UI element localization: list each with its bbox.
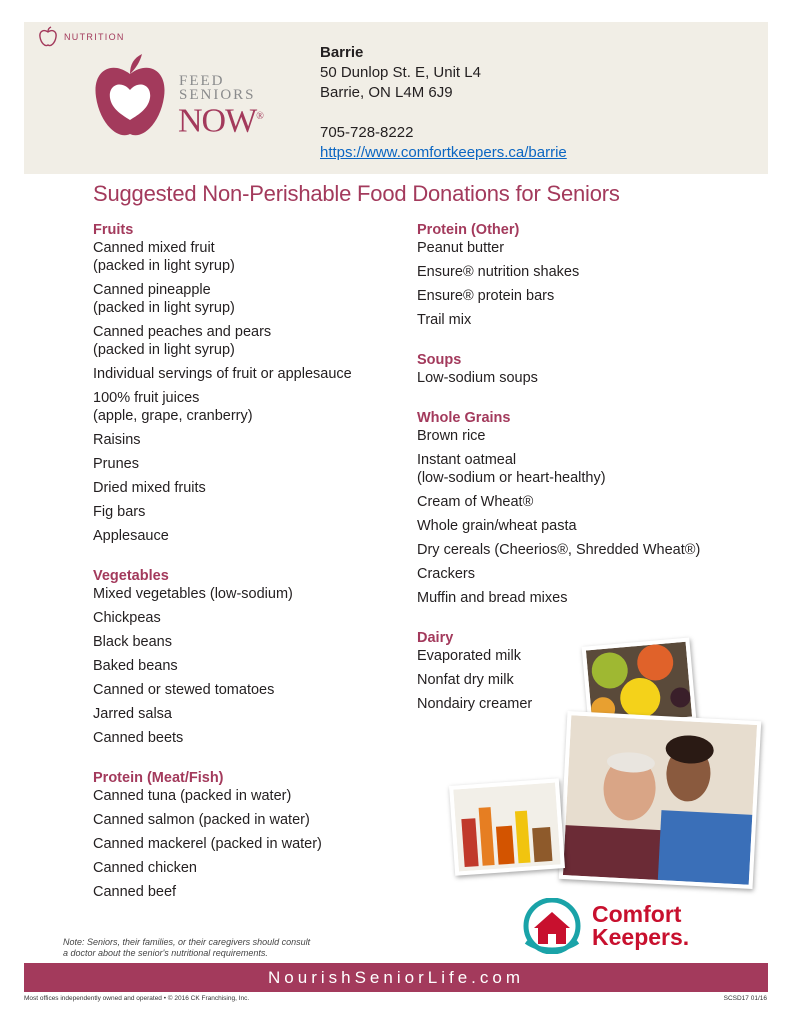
food-item-name: Canned tuna (packed in water) (93, 788, 292, 804)
food-item-detail: (packed in light syrup) (93, 258, 235, 274)
food-item-name: Canned salmon (packed in water) (93, 812, 310, 828)
food-item-name: Crackers (417, 566, 476, 582)
food-item (93, 859, 413, 877)
food-item-name: Dried mixed fruits (93, 480, 206, 496)
logo-text-feed-seniors (179, 74, 256, 102)
food-item (93, 883, 413, 901)
food-item-name: Ensure® protein bars (417, 288, 555, 304)
office-city: Barrie (320, 44, 364, 61)
pantry-food-image (453, 783, 560, 872)
category-heading: Soups (417, 352, 462, 368)
section-whole-grains (417, 409, 757, 607)
category-heading: Dairy (417, 630, 454, 646)
category-heading: Fruits (93, 222, 134, 238)
section-protein-other (417, 221, 757, 329)
food-item-detail: (packed in light syrup) (93, 342, 235, 358)
section-soups (417, 351, 757, 387)
food-item-name: Raisins (93, 432, 141, 448)
food-item-name: Fig bars (93, 504, 146, 520)
food-item-name: Mixed vegetables (low-sodium) (93, 586, 293, 602)
food-item-name: Instant oatmeal (417, 452, 517, 468)
pantry-food-photo (449, 778, 565, 875)
food-item-name: Dry cereals (Cheerios®, Shredded Wheat®) (417, 542, 701, 558)
food-item-name: Cream of Wheat® (417, 494, 534, 510)
nutrition-note (63, 937, 310, 959)
food-item-name: Chickpeas (93, 610, 161, 626)
section-fruits (93, 221, 413, 545)
food-item (417, 565, 757, 583)
food-item (417, 589, 757, 607)
senior-caregiver-image (563, 715, 757, 885)
food-item-name: Peanut butter (417, 240, 505, 256)
logo-seniors: SENIORS (179, 87, 256, 103)
food-item-name: Canned or stewed tomatoes (93, 682, 275, 698)
footer-code: SCSD17 01/16 (723, 995, 767, 1002)
left-food-column (93, 221, 413, 923)
food-item-name: Canned beef (93, 884, 177, 900)
food-item-detail: (low-sodium or heart-healthy) (417, 470, 606, 486)
food-item-name: Evaporated milk (417, 648, 521, 664)
food-item-detail: (packed in light syrup) (93, 300, 235, 316)
category-heading: Whole Grains (417, 410, 511, 426)
apple-outline-icon (38, 26, 58, 48)
footer-copyright: Most offices independently owned and operated • © 2016 CK Franchising, Inc. (24, 995, 250, 1002)
food-item-name: Ensure® nutrition shakes (417, 264, 580, 280)
food-item-name: Canned chicken (93, 860, 197, 876)
page-title: Suggested Non-Perishable Food Donations for Seniors (93, 181, 620, 206)
food-item-name: Black beans (93, 634, 172, 650)
food-item-name: Trail mix (417, 312, 472, 328)
food-item-name: Muffin and bread mixes (417, 590, 568, 606)
food-item-detail: (apple, grape, cranberry) (93, 408, 253, 424)
nutrition-text: NUTRITION (64, 32, 125, 42)
food-item-name: Brown rice (417, 428, 486, 444)
food-item-name: Canned peaches and pears (93, 324, 272, 340)
food-item (93, 835, 413, 853)
logo-now (178, 100, 263, 138)
food-item (417, 451, 757, 487)
food-item (93, 455, 413, 473)
food-item-name: Canned mixed fruit (93, 240, 215, 256)
comfort-keepers-logo (520, 898, 689, 954)
section-vegetables (93, 567, 413, 747)
category-heading: Protein (Meat/Fish) (93, 770, 224, 786)
food-item (417, 493, 757, 511)
food-item-name: Nondairy creamer (417, 696, 533, 712)
food-item (93, 811, 413, 829)
food-item-name: Canned mackerel (packed in water) (93, 836, 322, 852)
food-item (417, 287, 757, 305)
address-line-2: Barrie, ON L4M 6J9 (320, 84, 453, 101)
logo-now-text: NOW (178, 102, 257, 140)
food-item (93, 705, 413, 723)
food-item (93, 729, 413, 747)
nutrition-label (38, 26, 125, 48)
food-item-name: Prunes (93, 456, 139, 472)
food-item (417, 239, 757, 257)
food-item (93, 503, 413, 521)
food-item (93, 787, 413, 805)
address-line-1: 50 Dunlop St. E, Unit L4 (320, 64, 481, 81)
category-heading: Vegetables (93, 568, 169, 584)
food-item-name: Low-sodium soups (417, 370, 538, 386)
logo-feed: FEED (179, 73, 225, 89)
office-contact (320, 43, 567, 163)
brand-keepers: Keepers. (592, 924, 690, 950)
brand-comfort: Comfort (592, 901, 682, 927)
food-item (93, 239, 413, 275)
food-item (417, 517, 757, 535)
website-banner[interactable]: NourishSeniorLife.com (24, 963, 768, 992)
logo-registered-mark: ® (256, 111, 263, 122)
senior-caregiver-photo (559, 711, 762, 889)
phone-number: 705-728-8222 (320, 124, 414, 141)
food-item-name: Canned pineapple (93, 282, 211, 298)
food-item (93, 585, 413, 603)
comfort-keepers-house-icon (520, 898, 584, 954)
food-item-name: Canned beets (93, 730, 184, 746)
food-item (93, 431, 413, 449)
food-item-name: Baked beans (93, 658, 178, 674)
food-item-name: Individual servings of fruit or applesauce (93, 366, 352, 382)
food-item (417, 541, 757, 559)
food-item (93, 681, 413, 699)
food-item-name: Jarred salsa (93, 706, 172, 722)
category-heading: Protein (Other) (417, 222, 520, 238)
note-line-2: a doctor about the senior's nutritional requirements. (63, 948, 268, 958)
section-protein-meat-fish (93, 769, 413, 901)
food-item (417, 263, 757, 281)
food-item (93, 281, 413, 317)
food-item (93, 365, 413, 383)
food-item (417, 369, 757, 387)
food-item (93, 609, 413, 627)
food-item (93, 389, 413, 425)
food-item-name: Whole grain/wheat pasta (417, 518, 577, 534)
food-item (417, 311, 757, 329)
food-item (93, 527, 413, 545)
website-link[interactable]: https://www.comfortkeepers.ca/barrie (320, 144, 567, 161)
note-line-1: Note: Seniors, their families, or their caregivers should consult (63, 937, 311, 947)
food-item-name: Applesauce (93, 528, 169, 544)
food-item-name: Nonfat dry milk (417, 672, 514, 688)
food-item (93, 323, 413, 359)
food-item (93, 479, 413, 497)
food-item (417, 427, 757, 445)
food-item-name: 100% fruit juices (93, 390, 200, 406)
food-item (93, 633, 413, 651)
food-item (93, 657, 413, 675)
